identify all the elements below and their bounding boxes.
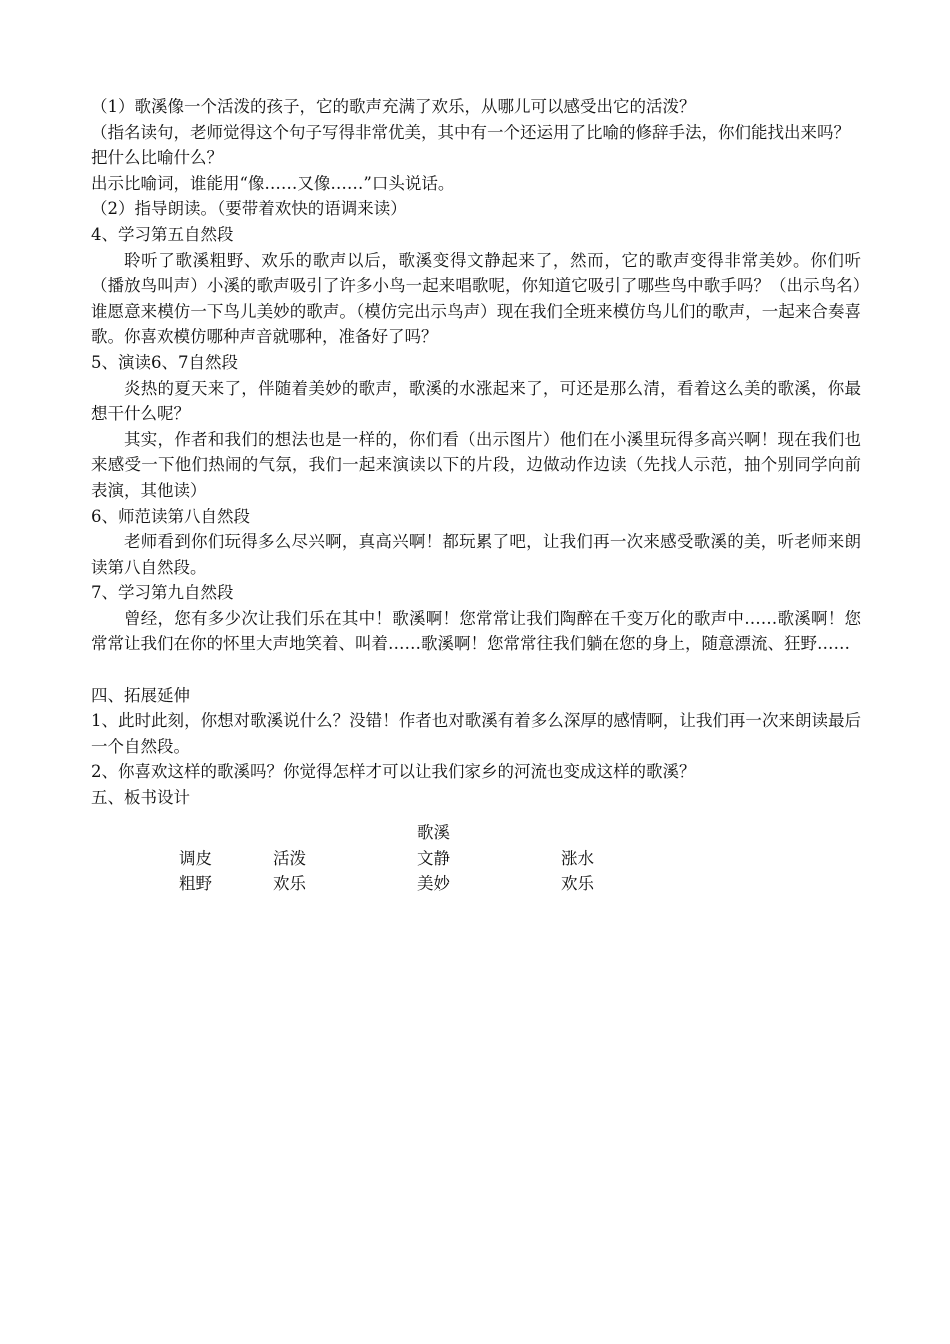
section-6-heading: 6、师范读第八自然段	[91, 506, 250, 526]
board-col2-row1: 活泼	[273, 849, 306, 868]
board-col3-row1: 文静	[417, 849, 450, 868]
section-4-heading: 4、学习第五自然段	[91, 224, 234, 244]
blackboard-design	[91, 820, 861, 900]
section-5-heading: 5、演读6、7自然段	[91, 352, 238, 372]
board-col2-row2: 欢乐	[273, 874, 306, 893]
section-7-paragraph: 曾经，您有多少次让我们乐在其中！歌溪啊！您常常让我们陶醉在千变万化的歌声中……歌溪啊！您常常让我们在你的怀里大声地笑着、叫着……歌溪啊！您常常往我们躺在您的身上，随意漂流、狂野……	[91, 608, 861, 654]
section-5-paragraph-2: 其实，作者和我们的想法也是一样的，你们看（出示图片）他们在小溪里玩得多高兴啊！现在我们也来感受一下他们热闹的气氛，我们一起来演读以下的片段，边做动作边读（先找人示范，抽个别同学向前表演，其他读）	[91, 429, 861, 500]
extension-item-2: 2、你喜欢这样的歌溪吗？你觉得怎样才可以让我们家乡的河流也变成这样的歌溪？	[91, 762, 696, 782]
extension-heading: 四、拓展延伸	[91, 685, 190, 705]
lesson-plan-body	[91, 94, 861, 811]
board-col1-row2: 粗野	[179, 874, 212, 893]
blank-line	[91, 657, 861, 683]
board-col4-row1: 涨水	[561, 849, 594, 868]
section-6-paragraph: 老师看到你们玩得多么尽兴啊，真高兴啊！都玩累了吧，让我们再一次来感受歌溪的美，听老师来朗读第八自然段。	[91, 532, 861, 577]
board-col1-row1: 调皮	[179, 849, 212, 868]
board-title: 歌溪	[417, 823, 450, 842]
section-5-paragraph-1: 炎热的夏天来了，伴随着美妙的歌声，歌溪的水涨起来了，可还是那么清，看着这么美的歌溪，你最想干什么呢？	[91, 378, 861, 424]
question-2: （2）指导朗读。（要带着欢快的语调来读）	[91, 199, 407, 219]
board-col4-row2: 欢乐	[561, 874, 594, 893]
board-col3-row2: 美妙	[417, 874, 450, 893]
question-1-note: （指名读句，老师觉得这个句子写得非常优美，其中有一个还运用了比喻的修辞手法，你们能找出来吗？把什么比喻什么？	[91, 122, 850, 168]
question-1: （1）歌溪像一个活泼的孩子，它的歌声充满了欢乐，从哪儿可以感受出它的活泼？	[91, 97, 696, 116]
section-7-heading: 7、学习第九自然段	[91, 583, 234, 603]
question-1-simile: 出示比喻词，谁能用“像……又像……”口头说话。	[91, 173, 455, 193]
extension-item-1: 1、此时此刻，你想对歌溪说什么？没错！作者也对歌溪有着多么深厚的感情啊，让我们再一次来朗读最后一个自然段。	[91, 711, 861, 756]
section-4-paragraph: 聆听了歌溪粗野、欢乐的歌声以后，歌溪变得文静起来了，然而，它的歌声变得非常美妙。你们听（播放鸟叫声）小溪的歌声吸引了许多小鸟一起来唱歌呢，你知道它吸引了哪些鸟中歌手吗？（出示鸟名）谁愿意来模仿一下鸟儿美妙的歌声。（模仿完出示鸟声）现在我们全班来模仿鸟儿们的歌声，一起来合奏喜歌。你喜欢模仿哪种声音就哪种，准备好了吗？	[91, 250, 861, 347]
board-design-heading: 五、板书设计	[91, 788, 190, 808]
